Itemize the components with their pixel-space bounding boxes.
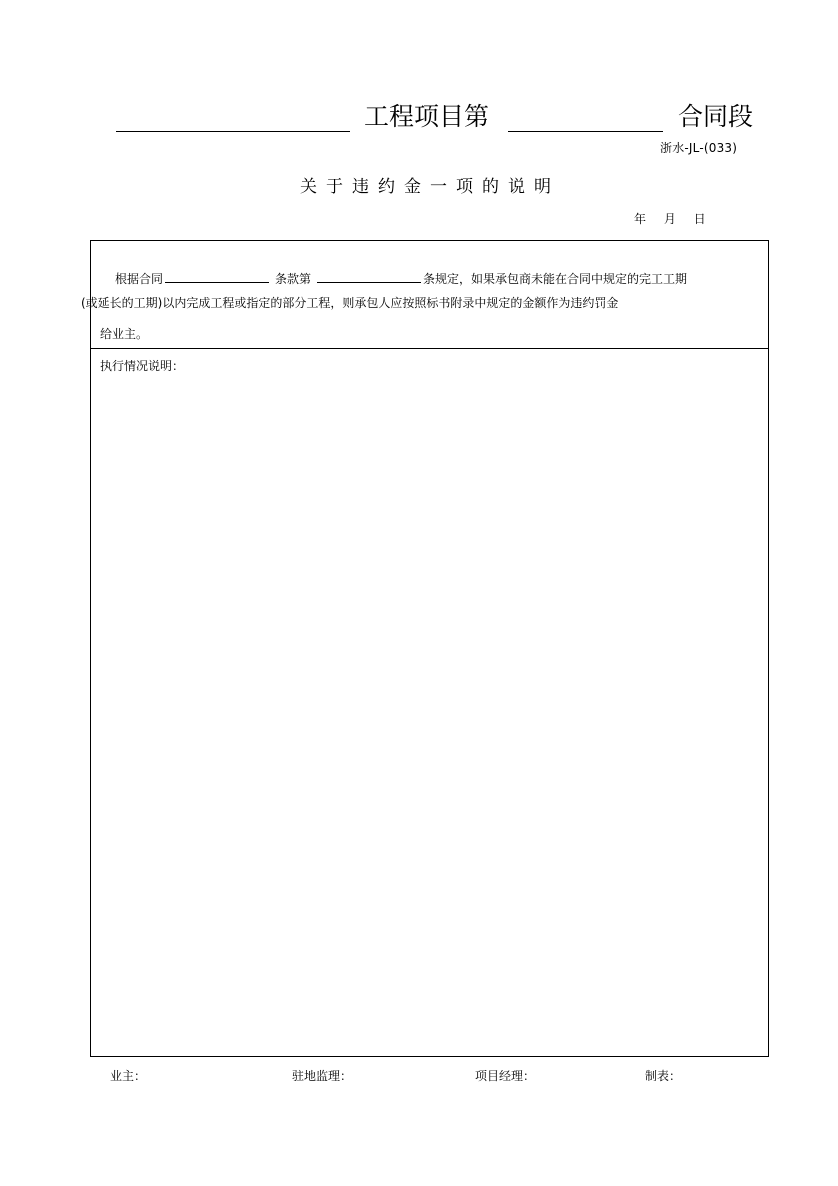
supervisor-signature-label: 驻地监理： [292,1069,353,1083]
contract-section-blank[interactable] [508,131,663,132]
form-code: 浙水-JL-(033) [660,141,738,155]
clause-line-1 [115,270,687,287]
clause-line-2: (或延长的工期)以内完成工程或指定的部分工程，则承包人应按照标书附录中规定的金额作为违约罚金 [81,296,619,310]
section-divider [91,348,768,349]
project-label: 工程项目第 [364,102,490,131]
execution-label: 执行情况说明： [100,359,185,373]
project-name-blank[interactable] [116,131,350,132]
manager-signature-label: 项目经理： [475,1069,536,1083]
document-title: 关于违约金一项的说明 [300,177,560,197]
clause-text-2: 条款第 [275,272,312,286]
clause-text-3: 条规定，如果承包商未能在合同中规定的完工工期 [423,272,688,286]
execution-notes-area[interactable] [91,376,768,1056]
form-box [81,240,769,1057]
date-label: 年 月 日 [634,212,706,226]
clause-text-1: 根据合同 [115,272,164,286]
owner-signature-label: 业主： [110,1069,147,1083]
article-number-blank[interactable] [317,270,421,283]
section-label: 合同段 [678,102,754,131]
prepared-by-label: 制表： [645,1069,682,1083]
contract-clause-blank[interactable] [165,270,269,283]
clause-line-3: 给业主。 [100,327,149,341]
